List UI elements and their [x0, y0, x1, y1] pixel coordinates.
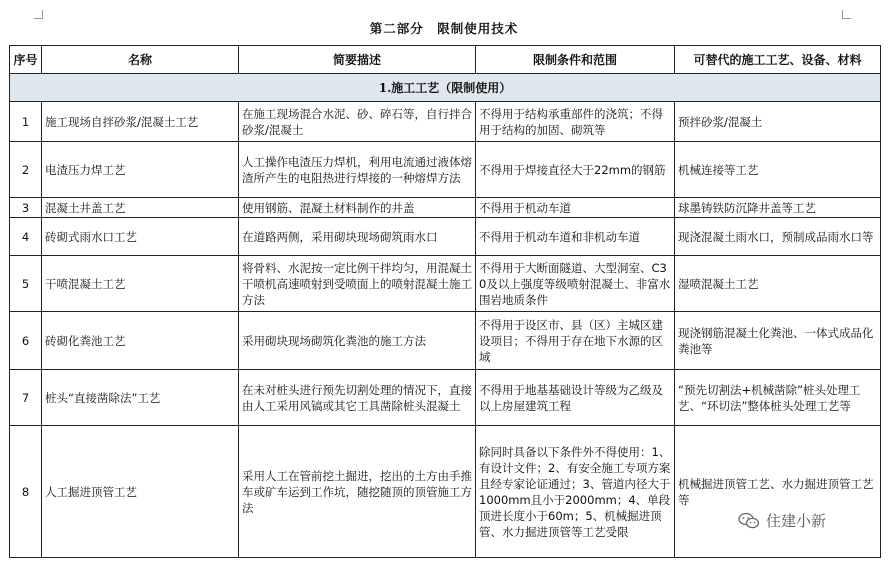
header-row [10, 46, 881, 74]
cell-alt: 机械连接等工艺 [675, 142, 881, 198]
cell-limit: 不得用于大断面隧道、大型洞室、C30及以上强度等级喷射混凝土、非富水围岩地质条件 [476, 256, 675, 312]
restriction-table [9, 45, 881, 558]
table-row [10, 256, 881, 312]
cell-no: 3 [10, 198, 42, 218]
cell-no: 4 [10, 218, 42, 256]
cell-limit: 不得用于机动车道和非机动车道 [476, 218, 675, 256]
col-header-name: 名称 [42, 46, 239, 74]
cell-limit: 不得用于焊接直径大于22mm的钢筋 [476, 142, 675, 198]
cell-desc: 采用砌块现场砌筑化粪池的施工方法 [239, 312, 476, 370]
table-row [10, 142, 881, 198]
cell-desc: 采用人工在管前挖土掘进，挖出的土方由手推车或矿车运到工作坑，随挖随顶的顶管施工方法 [239, 426, 476, 558]
cell-desc: 在未对桩头进行预先切割处理的情况下，直接由人工采用风镐或其它工具凿除桩头混凝土 [239, 370, 476, 426]
cell-alt: 球墨铸铁防沉降井盖等工艺 [675, 198, 881, 218]
cell-limit: 不得用于机动车道 [476, 198, 675, 218]
col-header-limit: 限制条件和范围 [476, 46, 675, 74]
cell-desc: 在道路两侧，采用砌块现场砌筑雨水口 [239, 218, 476, 256]
cell-no: 1 [10, 102, 42, 142]
table-row [10, 218, 881, 256]
cell-alt: 机械掘进顶管工艺、水力掘进顶管工艺等 [675, 426, 881, 558]
cell-limit: 不得用于设区市、县（区）主城区建设项目；不得用于存在地下水源的区域 [476, 312, 675, 370]
crop-mark-right [842, 10, 851, 19]
cell-desc: 使用钢筋、混凝土材料制作的井盖 [239, 198, 476, 218]
cell-no: 6 [10, 312, 42, 370]
wechat-icon [738, 512, 760, 530]
cell-name: 施工现场自拌砂浆/混凝土工艺 [42, 102, 239, 142]
cell-alt: 预拌砂浆/混凝土 [675, 102, 881, 142]
cell-limit: 除同时具备以下条件外不得使用：1、有设计文件；2、有安全施工专项方案且经专家论证通过；3、管道内径大于1000mm且小于2000mm；4、单段顶进长度小于60m；5、机械掘进顶管、水力掘进顶管等工艺受限 [476, 426, 675, 558]
cell-desc: 人工操作电渣压力焊机，利用电流通过液体熔渣所产生的电阻热进行焊接的一种熔焊方法 [239, 142, 476, 198]
cell-limit: 不得用于地基基础设计等级为乙级及以上房屋建筑工程 [476, 370, 675, 426]
watermark [738, 510, 826, 531]
watermark-text: 住建小新 [766, 512, 827, 530]
crop-mark-left [34, 10, 43, 19]
cell-name: 混凝土井盖工艺 [42, 198, 239, 218]
table-row [10, 102, 881, 142]
cell-desc: 将骨料、水泥按一定比例干拌均匀，用混凝土干喷机高速喷射到受喷面上的喷射混凝土施工方法 [239, 256, 476, 312]
table-row [10, 312, 881, 370]
cell-alt: 现浇钢筋混凝土化粪池、一体式成品化粪池等 [675, 312, 881, 370]
cell-limit: 不得用于结构承重部件的浇筑；不得用于结构的加固、砌筑等 [476, 102, 675, 142]
cell-no: 2 [10, 142, 42, 198]
cell-no: 7 [10, 370, 42, 426]
col-header-desc: 简要描述 [239, 46, 476, 74]
cell-name: 砖砌式雨水口工艺 [42, 218, 239, 256]
cell-name: 干喷混凝土工艺 [42, 256, 239, 312]
section-row [10, 74, 881, 102]
cell-no: 8 [10, 426, 42, 558]
cell-name: 人工掘进顶管工艺 [42, 426, 239, 558]
section-title: 1.施工工艺（限制使用） [10, 74, 881, 102]
cell-desc: 在施工现场混合水泥、砂、碎石等，自行拌合砂浆/混凝土 [239, 102, 476, 142]
col-header-no: 序号 [10, 46, 42, 74]
cell-alt: 湿喷混凝土工艺 [675, 256, 881, 312]
col-header-alt: 可替代的施工工艺、设备、材料 [675, 46, 881, 74]
cell-name: 桩头“直接凿除法”工艺 [42, 370, 239, 426]
cell-name: 砖砌化粪池工艺 [42, 312, 239, 370]
table-row [10, 198, 881, 218]
cell-alt: 现浇混凝土雨水口，预制成品雨水口等 [675, 218, 881, 256]
cell-name: 电渣压力焊工艺 [42, 142, 239, 198]
page-title: 第二部分 限制使用技术 [369, 21, 519, 36]
table-row [10, 370, 881, 426]
cell-alt: “预先切割法+机械凿除”桩头处理工艺、“环切法”整体桩头处理工艺等 [675, 370, 881, 426]
cell-no: 5 [10, 256, 42, 312]
table-row [10, 426, 881, 558]
